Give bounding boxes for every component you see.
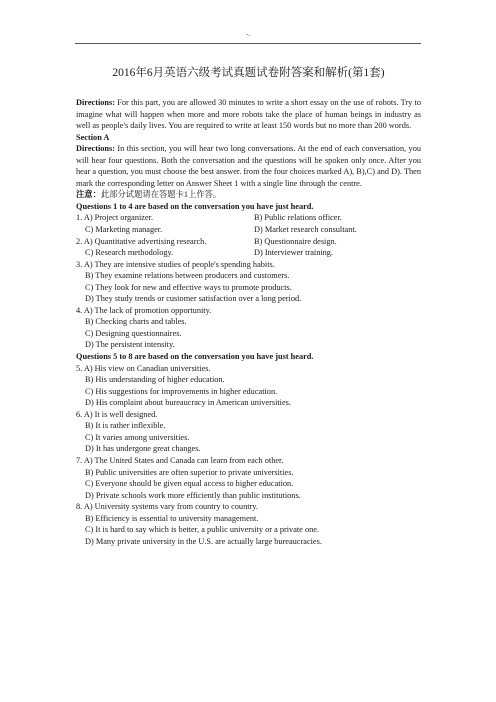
question-3-option-d: D) They study trends or customer satisfaction over a long period. [85, 294, 302, 304]
section-heading: Section A [76, 132, 110, 142]
question-6-option-a: 6. A) It is well designed. [76, 409, 158, 419]
question-2-row-2 [76, 247, 421, 259]
question-6-option-b: B) It is rather inflexible. [85, 421, 166, 431]
question-group-heading: Questions 5 to 8 are based on the conversation you have just heard. [76, 352, 314, 362]
question-5-option-b: B) His understanding of higher education. [85, 375, 225, 385]
note-text: 此部分试题请在答题卡1上作答。 [100, 190, 222, 200]
directions-text: For this part, you are allowed 30 minutes to write a short essay on the use of robots. Try to imagine what will happen when more and more robots take the place of human beings in industry as well as people's daily lives. You are required to write at least 150 words but no more than 200 words. [76, 98, 421, 131]
question-4-option-d: D) The persistent intensity. [85, 340, 175, 350]
page-title: 2016年6月英语六级考试真题试卷附答案和解析(第1套) [112, 67, 385, 79]
question-4-option-c: C) Designing questionnaires. [85, 328, 182, 338]
option-b: B) Questionnaire design. [254, 236, 337, 246]
option-d: D) Market research consultant. [254, 225, 357, 235]
directions-label: Directions: [76, 98, 116, 107]
directions-label: Directions: [76, 144, 116, 154]
option-b: B) Public relations officer. [254, 213, 342, 223]
question-7-option-c: C) Everyone should be given equal access to higher education. [85, 479, 294, 489]
question-4-option-b: B) Checking charts and tables. [85, 317, 187, 327]
note-label: 注意： [76, 190, 101, 200]
option-c: C) Research methodology. [85, 248, 174, 258]
answer-note [76, 189, 421, 201]
question-group-heading: Questions 1 to 4 are based on the conversation you have just heard. [76, 201, 314, 211]
document-body [76, 66, 421, 547]
question-8-option-d: D) Many private university in the U.S. are actually large bureaucracies. [85, 536, 322, 546]
question-3-option-c: C) They look for new and effective ways to promote products. [85, 282, 292, 292]
question-1-row-1 [76, 212, 421, 224]
question-3-option-a: 3. A) They are intensive studies of people's spending habits. [76, 259, 275, 269]
writing-directions [76, 97, 421, 132]
option-a: 1. A) Project organizer. [76, 213, 154, 223]
option-d: D) Interviewer training. [254, 248, 334, 258]
section-directions [76, 143, 421, 189]
question-5-option-c: C) His suggestions for improvements in higher education. [85, 386, 278, 396]
question-8-option-b: B) Efficiency is essential to university management. [85, 513, 259, 523]
question-2-row-1 [76, 236, 421, 248]
question-1-row-2 [76, 224, 421, 236]
question-6-option-c: C) It varies among universities. [85, 432, 190, 442]
question-7-option-d: D) Private schools work more efficiently than public institutions. [85, 490, 301, 500]
header-rule [75, 43, 421, 44]
question-8-option-a: 8. A) University systems vary from country to country. [76, 502, 258, 512]
question-5-option-d: D) His complaint about bureaucracy in American universities. [85, 398, 291, 408]
option-a: 2. A) Quantitative advertising research. [76, 236, 207, 246]
question-7-option-b: B) Public universities are often superior to private universities. [85, 467, 294, 477]
option-c: C) Marketing manager. [85, 225, 163, 235]
question-5-option-a: 5. A) His view on Canadian universities. [76, 363, 211, 373]
question-3-option-b: B) They examine relations between producers and customers. [85, 271, 290, 281]
directions-text: In this section, you will hear two long conversations. At the end of each conversation, you will hear four questions. Both the conversation and the questions will be spoken only once. After you hear a question, you must choose the best answer. from the four choices marked A), B),C) and D). Then mark the corresponding letter on Answer Sheet 1 with a single line through the centre. [76, 144, 421, 188]
question-6-option-d: D) It has undergone great changes. [85, 444, 201, 454]
header-mark: -. [245, 30, 251, 38]
question-7-option-a: 7. A) The United States and Canada can learn from each other. [76, 455, 284, 465]
question-4-option-a: 4. A) The lack of promotion opportunity. [76, 305, 212, 315]
question-8-option-c: C) It is hard to say which is better, a public university or a private one. [85, 525, 319, 535]
